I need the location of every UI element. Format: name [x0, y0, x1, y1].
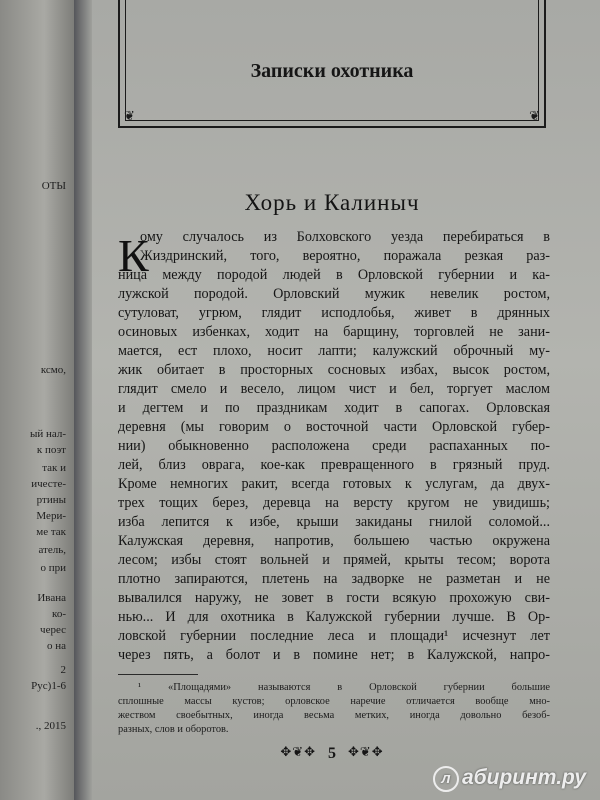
text-line: изба лепится к избе, крыши закиданы гнилой соломой... [118, 514, 550, 530]
left-page-fragment: о на [46, 640, 66, 652]
header-frame [118, 0, 546, 128]
left-page-fragment: Рус)1-6 [31, 680, 66, 692]
left-page-fragment: ме так [36, 526, 66, 538]
text-line: лужской породой. Орловский мужик невелик ростом, [118, 286, 550, 302]
left-page-fragment: ко- [52, 608, 66, 620]
text-line: трех тощих берез, деревца на версту кругом не увидишь; [118, 495, 550, 511]
series-title: Записки охотника [250, 60, 414, 82]
left-page-fragment: так и [42, 462, 66, 474]
footnote-line: жеством своебытных, иногда весьма метких, иногда довольно безоб- [118, 710, 550, 721]
text-line: ница между породой людей в Орловской губернии и ка- [118, 267, 550, 283]
text-line: ому случалось из Болховского уезда перебираться в [140, 229, 550, 245]
book-gutter [74, 0, 92, 800]
text-line: вывалился наружу, не зовет в гости всякую прохожую сви- [118, 590, 550, 606]
text-line: осиновых избенках, ходит на барщину, торговлей не зани- [118, 324, 550, 340]
footnote-line: ¹ «Площадями» называются в Орловской губернии большие [138, 682, 550, 693]
text-line: глядит смело и весело, лицом чист и бел, торгует маслом [118, 381, 550, 397]
story-title: Хорь и Калиныч [244, 190, 420, 215]
footnote-line: разных, слов и оборотов. [118, 724, 229, 735]
text-line: Кроме немногих ракит, всегда готовых к услугам, да двух- [118, 476, 550, 492]
text-line: сутуловат, угрюм, глядит исподлобья, живет в дрянных [118, 305, 550, 321]
text-line: и дегтем и по праздникам ходит в сапогах. Орловская [118, 400, 550, 416]
footnote-rule [118, 674, 198, 675]
text-line: плотно запираются, плетень на задворке не разметан и не [118, 571, 550, 587]
text-line: нью... И для охотника в Калужской губернии лучше. В Ор- [118, 609, 550, 625]
left-page-fragment: о при [40, 562, 66, 574]
corner-ornament-icon: ❦ [529, 108, 540, 123]
left-page-fragment: атель, [38, 544, 66, 556]
text-line: Жиздринский, того, вероятно, поражала резкая раз- [140, 248, 550, 264]
text-line: через пять, а болот и в помине нет; в Калужской, напро- [118, 647, 550, 663]
left-page-fragment: ксмо, [40, 364, 66, 376]
ornament-left-icon: ✥❦✥ [280, 744, 316, 759]
corner-ornament-icon: ❦ [124, 108, 135, 123]
watermark [433, 766, 586, 792]
left-page-edge [0, 0, 74, 800]
page-number: 5 [328, 745, 336, 762]
left-page-fragment: Ивана [37, 592, 66, 604]
left-page-fragment: 2 [60, 664, 66, 676]
text-line: ловской губернии последние леса и площади¹ исчезнут лет [118, 628, 550, 644]
left-page-fragment: к поэт [36, 444, 66, 456]
ornament-right-icon: ✥❦✥ [348, 744, 384, 759]
page-number-block [232, 744, 432, 768]
drop-cap: К [118, 230, 149, 281]
text-line: лесом; избы стоят вольней и прямей, крыты тесом; ворота [118, 552, 550, 568]
left-page-fragment: ОТЫ [41, 180, 66, 192]
left-page-fragment: ртины [36, 494, 66, 506]
footnote-line: сплошные массы кустов; орловское наречие отличается вообще мно- [118, 696, 550, 707]
text-line: нии) обыкновенно расположена среди распаханных по- [118, 438, 550, 454]
left-page-fragment: Мери- [36, 510, 66, 522]
text-line: жик обитает в просторных сосновых избах, высок ростом, [118, 362, 550, 378]
text-line: лей, близ оврага, кое-как превращенного в грязный пруд. [118, 457, 550, 473]
text-line: деревня (мы говорим о восточной части Орловской губер- [118, 419, 550, 435]
left-page-fragment: черес [40, 624, 66, 636]
left-page-fragment: ичесте- [31, 478, 66, 490]
left-page-fragment: ., 2015 [35, 720, 66, 732]
book-page [92, 0, 600, 800]
text-line: мается, ест плохо, носит лапти; калужский оброчный му- [118, 343, 550, 359]
text-line: Калужская деревня, напротив, большею частью окружена [118, 533, 550, 549]
watermark-text: абиринт.ру [461, 766, 586, 789]
left-page-fragment: ый нал- [29, 428, 66, 440]
watermark-logo-icon: л [433, 766, 459, 792]
